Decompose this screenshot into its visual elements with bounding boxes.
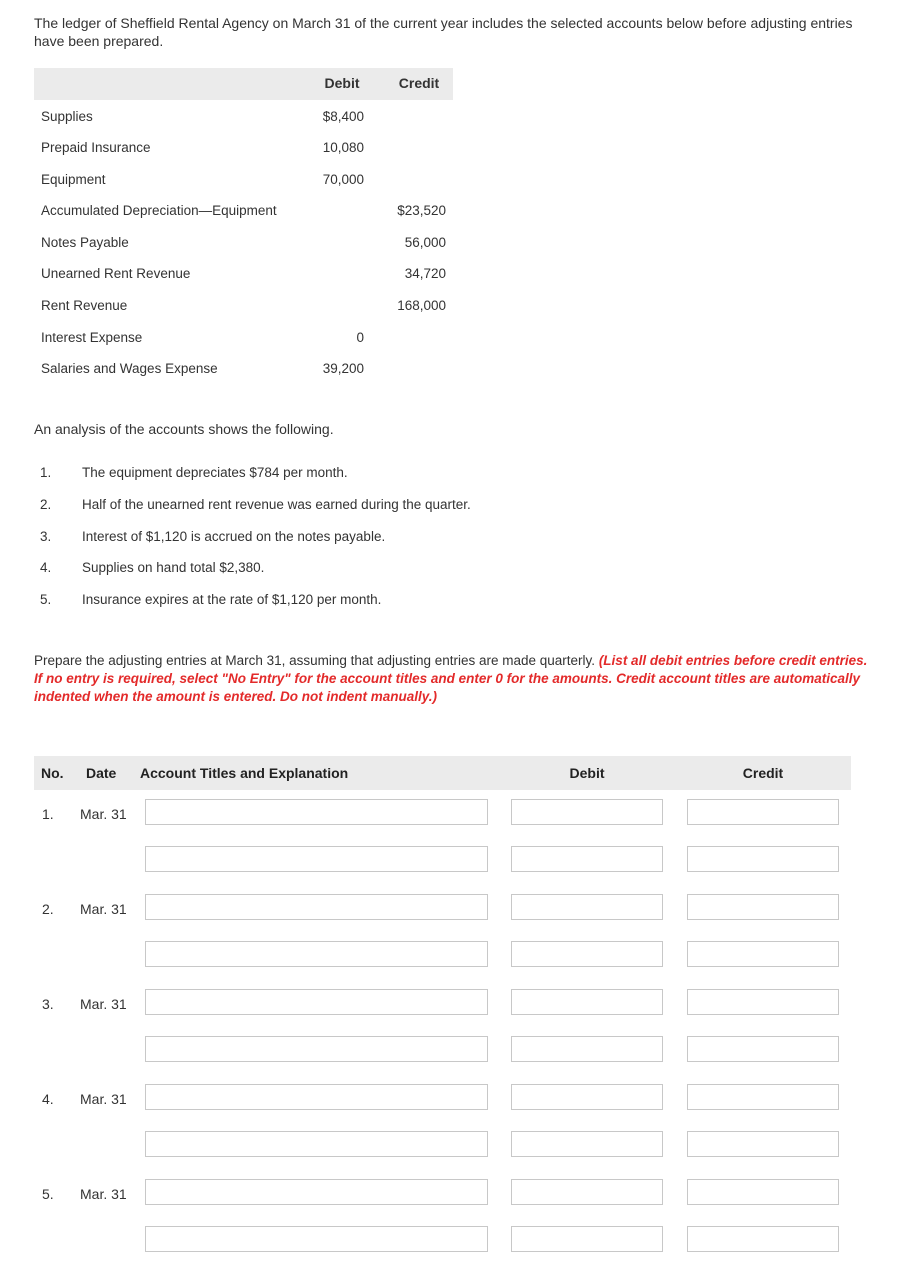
- credit-input[interactable]: [687, 989, 839, 1015]
- credit-input[interactable]: [687, 1131, 839, 1157]
- journal-header-no: No.: [41, 765, 64, 781]
- ledger-debit: 39,200: [322, 361, 364, 376]
- analysis-item-text: The equipment depreciates $784 per month.: [82, 465, 348, 480]
- credit-input[interactable]: [687, 1036, 839, 1062]
- account-title-input[interactable]: [145, 894, 488, 920]
- entry-date: Mar. 31: [80, 1186, 127, 1202]
- debit-input[interactable]: [511, 1036, 663, 1062]
- ledger-row: [34, 203, 453, 223]
- ledger-account: Notes Payable: [41, 235, 129, 250]
- account-title-input[interactable]: [145, 846, 488, 872]
- debit-input[interactable]: [511, 1179, 663, 1205]
- analysis-item-text: Supplies on hand total $2,380.: [82, 560, 265, 575]
- ledger-row: [34, 298, 453, 318]
- analysis-item-text: Half of the unearned rent revenue was earned during the quarter.: [82, 497, 471, 512]
- entry-number: 3.: [42, 996, 54, 1012]
- ledger-debit: 0: [356, 330, 364, 345]
- ledger-debit: 10,080: [322, 140, 364, 155]
- journal-header-date: Date: [86, 765, 117, 781]
- ledger-account: Unearned Rent Revenue: [41, 266, 191, 281]
- ledger-row: [34, 330, 453, 350]
- entry-date: Mar. 31: [80, 901, 127, 917]
- ledger-account: Salaries and Wages Expense: [41, 361, 218, 376]
- analysis-title: An analysis of the accounts shows the following.: [34, 421, 334, 437]
- ledger-credit: 56,000: [404, 235, 446, 250]
- ledger-account: Supplies: [41, 109, 93, 124]
- ledger-row: [34, 361, 453, 381]
- account-title-input[interactable]: [145, 989, 488, 1015]
- ledger-account: Equipment: [41, 172, 106, 187]
- ledger-debit: 70,000: [322, 172, 364, 187]
- debit-input[interactable]: [511, 941, 663, 967]
- intro-text: The ledger of Sheffield Rental Agency on March 31 of the current year includes the selected accounts below before adjusting entries have been prepared.: [34, 15, 853, 49]
- ledger-row: [34, 235, 453, 255]
- analysis-item-text: Insurance expires at the rate of $1,120 per month.: [82, 592, 382, 607]
- ledger-row: [34, 172, 453, 192]
- ledger-credit: $23,520: [397, 203, 446, 218]
- account-title-input[interactable]: [145, 1131, 488, 1157]
- entry-number: 4.: [42, 1091, 54, 1107]
- instructions: [34, 652, 879, 706]
- account-title-input[interactable]: [145, 1226, 488, 1252]
- account-title-input[interactable]: [145, 941, 488, 967]
- account-title-input[interactable]: [145, 1084, 488, 1110]
- ledger-row: [34, 140, 453, 160]
- account-title-input[interactable]: [145, 799, 488, 825]
- ledger-row: [34, 109, 453, 129]
- analysis-item-number: 4.: [40, 560, 52, 575]
- entry-date: Mar. 31: [80, 996, 127, 1012]
- credit-input[interactable]: [687, 846, 839, 872]
- credit-input[interactable]: [687, 941, 839, 967]
- entry-number: 1.: [42, 806, 54, 822]
- account-title-input[interactable]: [145, 1036, 488, 1062]
- account-title-input[interactable]: [145, 1179, 488, 1205]
- debit-input[interactable]: [511, 799, 663, 825]
- journal-header-debit: Debit: [569, 765, 605, 781]
- credit-input[interactable]: [687, 1179, 839, 1205]
- ledger-row: [34, 266, 453, 286]
- analysis-item-text: Interest of $1,120 is accrued on the notes payable.: [82, 529, 386, 544]
- analysis-item-number: 3.: [40, 529, 52, 544]
- ledger-debit: $8,400: [322, 109, 364, 124]
- entry-date: Mar. 31: [80, 1091, 127, 1107]
- ledger-credit: 168,000: [397, 298, 446, 313]
- debit-input[interactable]: [511, 989, 663, 1015]
- ledger-credit: 34,720: [404, 266, 446, 281]
- ledger-header-credit: Credit: [398, 75, 440, 91]
- ledger-account: Accumulated Depreciation—Equipment: [41, 203, 277, 218]
- ledger-account: Prepaid Insurance: [41, 140, 151, 155]
- entry-number: 2.: [42, 901, 54, 917]
- ledger-account: Interest Expense: [41, 330, 143, 345]
- instructions-note: (List all debit entries before credit entries. If no entry is required, select "No Entry" for the account titles and enter 0 for the amounts. Credit account titles are automatically indented when the amount is entered. Do not indent manually.): [34, 653, 868, 704]
- entry-number: 5.: [42, 1186, 54, 1202]
- debit-input[interactable]: [511, 1131, 663, 1157]
- ledger-header-debit: Debit: [324, 75, 360, 91]
- instructions-text: Prepare the adjusting entries at March 31, assuming that adjusting entries are made quarterly.: [34, 653, 599, 668]
- debit-input[interactable]: [511, 1084, 663, 1110]
- analysis-item-number: 1.: [40, 465, 52, 480]
- credit-input[interactable]: [687, 894, 839, 920]
- analysis-item-number: 2.: [40, 497, 52, 512]
- debit-input[interactable]: [511, 846, 663, 872]
- credit-input[interactable]: [687, 799, 839, 825]
- journal-header-credit: Credit: [742, 765, 784, 781]
- credit-input[interactable]: [687, 1226, 839, 1252]
- credit-input[interactable]: [687, 1084, 839, 1110]
- ledger-account: Rent Revenue: [41, 298, 128, 313]
- debit-input[interactable]: [511, 1226, 663, 1252]
- analysis-item-number: 5.: [40, 592, 52, 607]
- journal-header-account: Account Titles and Explanation: [140, 765, 349, 781]
- entry-date: Mar. 31: [80, 806, 127, 822]
- debit-input[interactable]: [511, 894, 663, 920]
